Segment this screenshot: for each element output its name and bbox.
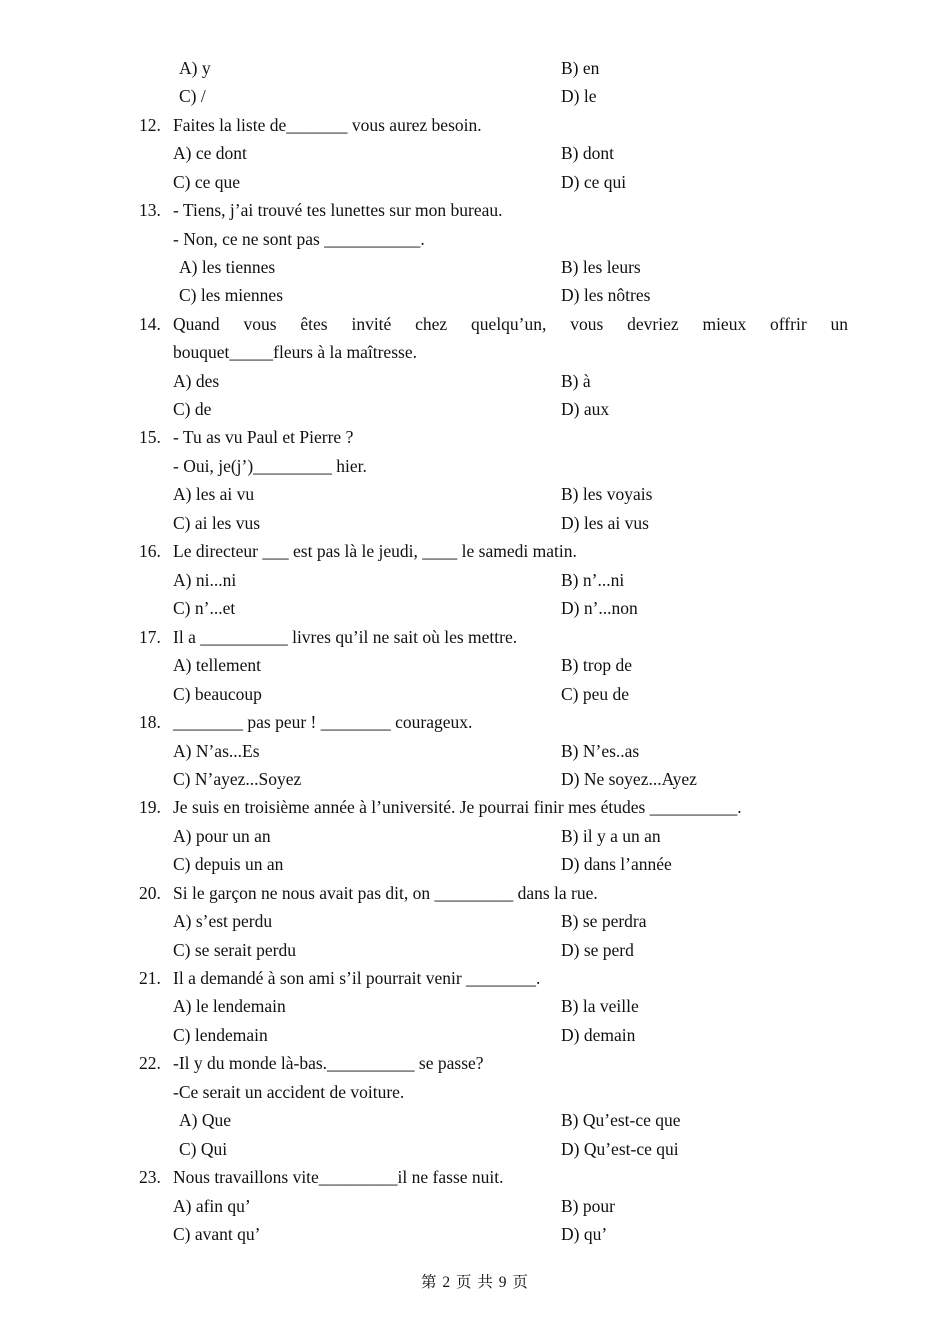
option-b: B) il y a un an bbox=[561, 826, 661, 846]
question-text: Il a __________ livres qu’il ne sait où les mettre. bbox=[173, 627, 518, 647]
option-b: B) trop de bbox=[561, 655, 632, 675]
option-c: C) de bbox=[173, 399, 212, 419]
option-c: C) / bbox=[179, 86, 206, 106]
question-number: 21. bbox=[139, 968, 161, 988]
option-b: B) pour bbox=[561, 1196, 615, 1216]
option-a: A) afin qu’ bbox=[173, 1196, 251, 1216]
option-b: B) les leurs bbox=[561, 257, 641, 277]
option-a: A) ni...ni bbox=[173, 570, 237, 590]
question-number: 18. bbox=[139, 712, 161, 732]
option-c: C) depuis un an bbox=[173, 854, 284, 874]
question-number: 16. bbox=[139, 541, 161, 561]
question-number: 14. bbox=[139, 314, 161, 334]
option-b: B) la veille bbox=[561, 996, 639, 1016]
option-a: A) Que bbox=[179, 1110, 231, 1130]
option-a: A) les ai vu bbox=[173, 484, 255, 504]
option-d: D) ce qui bbox=[561, 172, 627, 192]
option-d: D) n’...non bbox=[561, 598, 638, 618]
option-d: D) aux bbox=[561, 399, 610, 419]
option-d: D) le bbox=[561, 86, 597, 106]
option-c: C) les miennes bbox=[179, 285, 284, 305]
question-number: 19. bbox=[139, 797, 161, 817]
option-a: A) le lendemain bbox=[173, 996, 286, 1016]
option-a: A) y bbox=[179, 58, 211, 78]
option-a: A) s’est perdu bbox=[173, 911, 273, 931]
question-text: Quand vous êtes invité chez quelqu’un, vous devriez mieux offrir un bbox=[173, 314, 848, 334]
option-a: A) les tiennes bbox=[179, 257, 276, 277]
question-text: bouquet_____fleurs à la maîtresse. bbox=[173, 342, 417, 362]
option-d: D) les ai vus bbox=[561, 513, 649, 533]
question-text: -Ce serait un accident de voiture. bbox=[173, 1082, 405, 1102]
option-b: B) N’es..as bbox=[561, 741, 640, 761]
option-b: B) Qu’est-ce que bbox=[561, 1110, 681, 1130]
question-text: Si le garçon ne nous avait pas dit, on _________ dans la rue. bbox=[173, 883, 598, 903]
question-number: 20. bbox=[139, 883, 161, 903]
question-text: - Tiens, j’ai trouvé tes lunettes sur mon bureau. bbox=[173, 200, 503, 220]
option-c: C) n’...et bbox=[173, 598, 236, 618]
question-text: Je suis en troisième année à l’université. Je pourrai finir mes études __________. bbox=[173, 797, 742, 817]
question-text: Faites la liste de_______ vous aurez besoin. bbox=[173, 115, 482, 135]
option-c: C) N’ayez...Soyez bbox=[173, 769, 302, 789]
question-text: Le directeur ___ est pas là le jeudi, ____ le samedi matin. bbox=[173, 541, 577, 561]
option-c: C) se serait perdu bbox=[173, 940, 296, 960]
page-footer: 第 2 页 共 9 页 bbox=[421, 1274, 529, 1291]
option-d: D) dans l’année bbox=[561, 854, 672, 874]
option-a: A) des bbox=[173, 371, 220, 391]
option-b: B) les voyais bbox=[561, 484, 653, 504]
option-d: D) Qu’est-ce qui bbox=[561, 1139, 679, 1159]
option-a: A) N’as...Es bbox=[173, 741, 260, 761]
option-c: C) ce que bbox=[173, 172, 241, 192]
option-a: A) tellement bbox=[173, 655, 261, 675]
question-text: Il a demandé à son ami s’il pourrait venir ________. bbox=[173, 968, 541, 988]
option-d: D) Ne soyez...Ayez bbox=[561, 769, 697, 789]
option-d: D) se perd bbox=[561, 940, 634, 960]
option-c: C) Qui bbox=[179, 1139, 228, 1159]
option-b: B) se perdra bbox=[561, 911, 647, 931]
question-number: 17. bbox=[139, 627, 161, 647]
question-number: 22. bbox=[139, 1053, 161, 1073]
option-a: A) ce dont bbox=[173, 143, 247, 163]
option-c: C) lendemain bbox=[173, 1025, 268, 1045]
option-d: D) qu’ bbox=[561, 1224, 608, 1244]
option-c: C) avant qu’ bbox=[173, 1224, 261, 1244]
question-text: - Tu as vu Paul et Pierre ? bbox=[173, 427, 354, 447]
question-text: ________ pas peur ! ________ courageux. bbox=[173, 712, 473, 732]
option-b: B) en bbox=[561, 58, 600, 78]
question-text: - Oui, je(j’)_________ hier. bbox=[173, 456, 367, 476]
option-b: B) à bbox=[561, 371, 591, 391]
option-c: C) beaucoup bbox=[173, 684, 262, 704]
question-number: 15. bbox=[139, 427, 161, 447]
option-b: B) n’...ni bbox=[561, 570, 625, 590]
question-number: 12. bbox=[139, 115, 161, 135]
option-d: C) peu de bbox=[561, 684, 630, 704]
question-text: Nous travaillons vite_________il ne fasse nuit. bbox=[173, 1167, 504, 1187]
question-number: 13. bbox=[139, 200, 161, 220]
option-b: B) dont bbox=[561, 143, 614, 163]
question-text: - Non, ce ne sont pas ___________. bbox=[173, 229, 425, 249]
question-number: 23. bbox=[139, 1167, 161, 1187]
option-d: D) les nôtres bbox=[561, 285, 651, 305]
question-text: -Il y du monde là-bas.__________ se passe? bbox=[173, 1053, 484, 1073]
option-a: A) pour un an bbox=[173, 826, 271, 846]
option-c: C) ai les vus bbox=[173, 513, 261, 533]
option-d: D) demain bbox=[561, 1025, 636, 1045]
